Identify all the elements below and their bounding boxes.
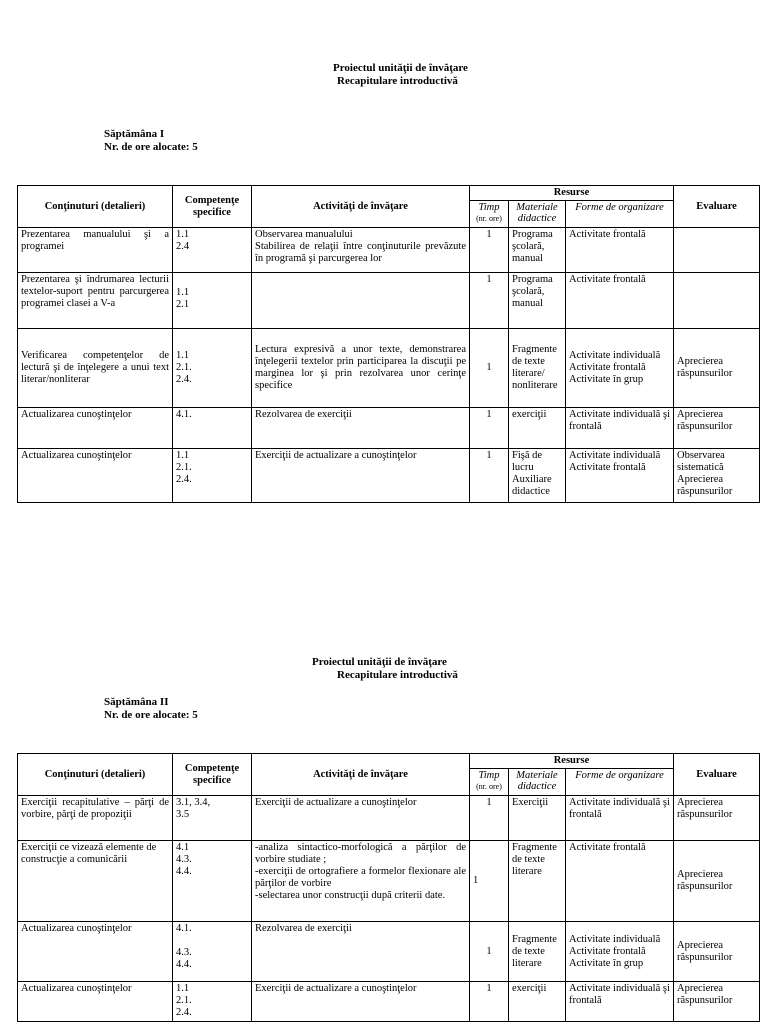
cell-time: 1 (470, 449, 509, 503)
hours-label: Nr. de ore alocate: 5 (104, 141, 198, 153)
header-time (470, 201, 509, 228)
cell-competences: 1.1 2.4 (173, 228, 252, 273)
cell-materials: Programa şcolară, manual (509, 273, 566, 329)
cell-materials: Fragmente de texte literare/ nonliterare (509, 329, 566, 408)
cell-content: Actualizarea cunoştinţelor (18, 982, 173, 1022)
cell-evaluation: Observarea sistematică Aprecierea răspunsurilor (674, 449, 760, 503)
cell-competences: 4.1. 4.3. 4.4. (173, 922, 252, 982)
cell-evaluation: Aprecierea răspunsurilor (674, 796, 760, 841)
cell-forms: Activitate individuală Activitate frontală Activitate în grup (566, 922, 674, 982)
table-row (18, 273, 760, 329)
cell-forms: Activitate individuală şi frontală (566, 796, 674, 841)
cell-materials: Fragmente de texte literare (509, 841, 566, 922)
cell-forms: Activitate frontală (566, 228, 674, 273)
cell-activities: Rezolvarea de exerciţii (252, 922, 470, 982)
cell-time: 1 (470, 796, 509, 841)
table-row (18, 329, 760, 408)
lesson-plan-table-week-1 (17, 185, 760, 503)
header-evaluation: Evaluare (674, 186, 760, 228)
cell-forms: Activitate individuală şi frontală (566, 408, 674, 449)
cell-forms: Activitate frontală (566, 273, 674, 329)
hours-label: Nr. de ore alocate: 5 (104, 709, 198, 721)
header-time-unit: (nr. ore) (476, 782, 502, 791)
table-row (18, 228, 760, 273)
header-content: Conţinuturi (detalieri) (18, 754, 173, 796)
cell-time: 1 (470, 841, 509, 922)
header-time (470, 769, 509, 796)
table-row (18, 449, 760, 503)
cell-activities: Lectura expresivă a unor texte, demonstrarea înţelegerii textelor prin participarea la discuţii pe marginea lor şi prin rezolvarea unor cerinţe specifice (252, 329, 470, 408)
table-row (18, 982, 760, 1022)
cell-evaluation: Aprecierea răspunsurilor (674, 329, 760, 408)
cell-time: 1 (470, 982, 509, 1022)
cell-activities: Exerciţii de actualizare a cunoştinţelor (252, 796, 470, 841)
week-label: Săptămâna II (104, 696, 169, 708)
cell-content: Verificarea competenţelor de lectură şi de înţelegere a unui text literar/nonliterar (18, 329, 173, 408)
cell-time: 1 (470, 408, 509, 449)
header-activities: Activităţi de învăţare (252, 754, 470, 796)
cell-evaluation: Aprecierea răspunsurilor (674, 841, 760, 922)
cell-materials: Fişă de lucru Auxiliare didactice (509, 449, 566, 503)
cell-time: 1 (470, 922, 509, 982)
table-row (18, 922, 760, 982)
cell-time: 1 (470, 273, 509, 329)
cell-activities (252, 273, 470, 329)
cell-materials: Fragmente de texte literare (509, 922, 566, 982)
cell-content: Actualizarea cunoştinţelor (18, 449, 173, 503)
header-materials: Materiale didactice (509, 201, 566, 228)
header-time-label: Timp (478, 202, 500, 213)
header-content: Conţinuturi (detalieri) (18, 186, 173, 228)
cell-content: Actualizarea cunoştinţelor (18, 408, 173, 449)
week-label: Săptămâna I (104, 128, 165, 140)
cell-evaluation (674, 228, 760, 273)
plan-title: Proiectul unităţii de învăţare (333, 62, 468, 74)
plan-title: Proiectul unităţii de învăţare (312, 656, 447, 668)
header-forms: Forme de organizare (566, 769, 674, 796)
cell-forms: Activitate frontală (566, 841, 674, 922)
cell-competences: 1.1 2.1. 2.4. (173, 982, 252, 1022)
cell-evaluation: Aprecierea răspunsurilor (674, 922, 760, 982)
header-resources: Resurse (470, 186, 674, 201)
cell-time: 1 (470, 228, 509, 273)
cell-competences: 3.1, 3.4, 3.5 (173, 796, 252, 841)
cell-competences: 4.1. (173, 408, 252, 449)
cell-activities: -analiza sintactico-morfologică a părţilor de vorbire studiate ; -exerciţii de ortografiere a formelor flexionare ale părţilor de vorbire -selectarea unor construcţii după criterii date. (252, 841, 470, 922)
header-competences: Competenţe specifice (173, 754, 252, 796)
cell-content: Exerciţii recapitulative – părţi de vorbire, părţi de propoziţii (18, 796, 173, 841)
cell-activities: Exerciţii de actualizare a cunoştinţelor (252, 449, 470, 503)
cell-materials: Exerciţii (509, 796, 566, 841)
cell-competences: 1.1 2.1. 2.4. (173, 449, 252, 503)
table-row (18, 841, 760, 922)
cell-content: Prezentarea manualului şi a programei (18, 228, 173, 273)
cell-evaluation: Aprecierea răspunsurilor (674, 982, 760, 1022)
header-resources: Resurse (470, 754, 674, 769)
table-row (18, 408, 760, 449)
cell-content: Actualizarea cunoştinţelor (18, 922, 173, 982)
plan-subtitle: Recapitulare introductivă (337, 669, 458, 681)
cell-competences: 1.1 2.1. 2.4. (173, 329, 252, 408)
header-activities: Activităţi de învăţare (252, 186, 470, 228)
cell-competences: 1.1 2.1 (173, 273, 252, 329)
cell-materials: Programa şcolară, manual (509, 228, 566, 273)
cell-materials: exerciţii (509, 408, 566, 449)
cell-forms: Activitate individuală Activitate frontală (566, 449, 674, 503)
cell-competences: 4.1 4.3. 4.4. (173, 841, 252, 922)
header-materials: Materiale didactice (509, 769, 566, 796)
lesson-plan-table-week-2 (17, 753, 760, 1022)
cell-evaluation (674, 273, 760, 329)
header-forms: Forme de organizare (566, 201, 674, 228)
cell-activities: Observarea manualului Stabilirea de relaţii între conţinuturile prevăzute în programă şi parcurgerea lor (252, 228, 470, 273)
cell-content: Prezentarea şi îndrumarea lecturii textelor-suport pentru parcurgerea programei clasei a V-a (18, 273, 173, 329)
cell-activities: Rezolvarea de exerciţii (252, 408, 470, 449)
cell-time: 1 (470, 329, 509, 408)
cell-materials: exerciţii (509, 982, 566, 1022)
table-row (18, 796, 760, 841)
plan-subtitle: Recapitulare introductivă (337, 75, 458, 87)
header-competences: Competenţe specifice (173, 186, 252, 228)
header-time-unit: (nr. ore) (476, 214, 502, 223)
cell-content: Exerciţii ce vizează elemente de construcţie a comunicării (18, 841, 173, 922)
header-time-label: Timp (478, 770, 500, 781)
cell-activities: Exerciţii de actualizare a cunoştinţelor (252, 982, 470, 1022)
cell-forms: Activitate individuală şi frontală (566, 982, 674, 1022)
cell-forms: Activitate individuală Activitate frontală Activitate în grup (566, 329, 674, 408)
header-evaluation: Evaluare (674, 754, 760, 796)
cell-evaluation: Aprecierea răspunsurilor (674, 408, 760, 449)
